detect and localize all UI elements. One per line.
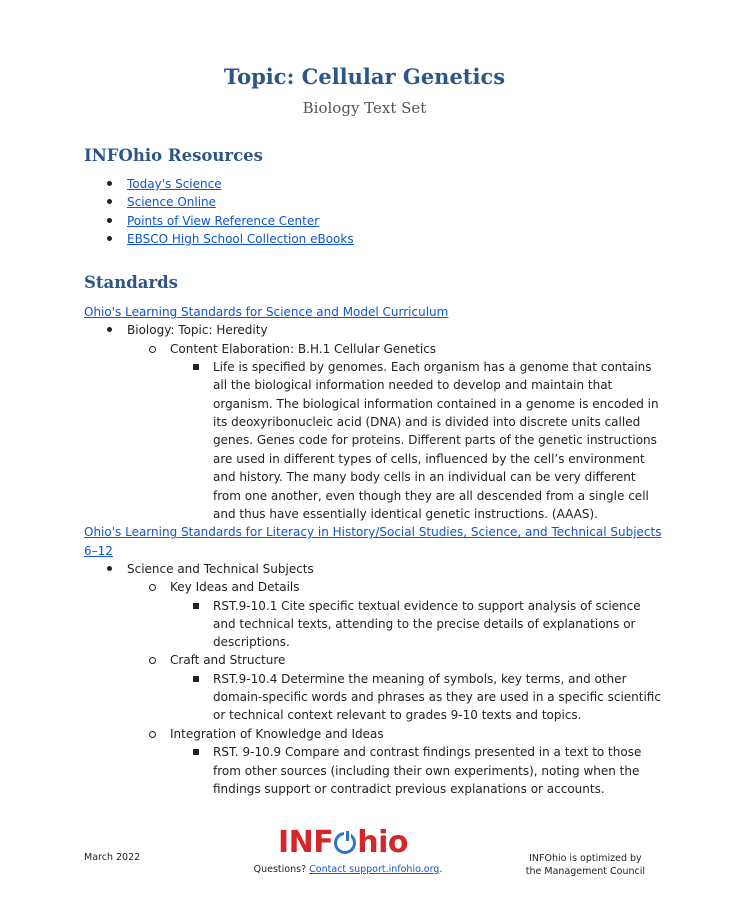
rst-4-line: RST.9-10.4 Determine the meaning of symbols, key terms, and other — [213, 672, 627, 686]
elaboration-line: from one another, even though they are all descended from a single cell — [213, 489, 649, 503]
credit-line-2: the Management Council — [525, 866, 645, 877]
resources-heading: INFOhio Resources — [84, 146, 263, 165]
bullet-icon — [107, 327, 112, 332]
science-technical-subjects: Science and Technical Subjects — [127, 562, 314, 576]
footer-date: March 2022 — [84, 852, 141, 863]
bullet-icon — [149, 731, 156, 738]
rst-1-line: RST.9-10.1 Cite specific textual evidence to support analysis of science — [213, 599, 641, 613]
rst-1-line: descriptions. — [213, 635, 290, 649]
bullet-icon — [107, 181, 112, 186]
elaboration-line: Life is specified by genomes. Each organism has a genome that contains — [213, 360, 652, 374]
rst-4-line: domain-specific words and phrases as they are used in a specific scientific — [213, 690, 661, 704]
bullet-icon — [107, 236, 112, 241]
standards-heading: Standards — [84, 273, 178, 292]
contact-support-link[interactable]: Contact support.infohio.org — [309, 864, 440, 875]
elaboration-line: all the biological information needed to develop and maintain that — [213, 378, 613, 392]
page-title: Topic: Cellular Genetics — [223, 64, 506, 89]
credit-line-1: INFOhio is optimized by — [529, 853, 642, 864]
elaboration-line: and history. The many body cells in an individual can be very different — [213, 470, 636, 484]
footer-credit — [526, 852, 645, 878]
science-standards-link[interactable]: Ohio's Learning Standards for Science and Model Curriculum — [84, 305, 449, 319]
logo-text-left: INF — [278, 825, 334, 860]
infohio-logo — [278, 826, 418, 860]
questions-suffix: . — [439, 864, 443, 875]
bullet-icon — [193, 364, 199, 370]
elaboration-line: organism. The biological information contained in a genome is encoded in — [213, 397, 659, 411]
elaboration-line: its deoxyribonucleic acid (DNA) and is divided into discrete units called — [213, 415, 641, 429]
questions-prefix: Questions? — [253, 864, 310, 875]
bullet-icon — [193, 603, 199, 609]
content-elaboration: Content Elaboration: B.H.1 Cellular Genetics — [170, 342, 437, 356]
elaboration-line: and thus have essentially identical genetic instructions. (AAAS). — [213, 507, 598, 521]
resource-link-science-online[interactable]: Science Online — [127, 195, 217, 209]
resource-link-points-of-view[interactable]: Points of View Reference Center — [127, 214, 320, 228]
rst-9-line: from other sources (including their own experiments), noting when the — [213, 764, 640, 778]
integration-heading: Integration of Knowledge and Ideas — [170, 727, 384, 741]
bullet-icon — [107, 566, 112, 571]
bullet-icon — [149, 346, 156, 353]
key-ideas-heading: Key Ideas and Details — [170, 580, 300, 594]
elaboration-line: genes. Genes code for proteins. Different parts of the genetic instructions — [213, 433, 657, 447]
bullet-icon — [107, 199, 112, 204]
rst-9-line: RST. 9-10.9 Compare and contrast findings presented in a text to those — [213, 745, 642, 759]
resource-link-todays-science[interactable]: Today's Science — [127, 177, 222, 191]
bullet-icon — [149, 584, 156, 591]
literacy-standards-link[interactable]: Ohio's Learning Standards for Literacy in History/Social Studies, Science, and Technical Subjects — [84, 525, 662, 539]
biology-topic: Biology: Topic: Heredity — [127, 323, 268, 337]
power-icon — [334, 832, 356, 854]
bullet-icon — [193, 749, 199, 755]
bullet-icon — [193, 676, 199, 682]
bullet-icon — [107, 218, 112, 223]
page-subtitle: Biology Text Set — [302, 99, 427, 117]
rst-9-line: findings support or contradict previous explanations or accounts. — [213, 782, 605, 796]
logo-text-right: hio — [357, 825, 409, 860]
literacy-standards-link-cont[interactable]: 6–12 — [84, 544, 113, 558]
rst-1-line: and technical texts, attending to the precise details of explanations or — [213, 617, 636, 631]
elaboration-line: are used in different types of cells, influenced by the cell’s environment — [213, 452, 645, 466]
bullet-icon — [149, 657, 156, 664]
craft-structure-heading: Craft and Structure — [170, 653, 286, 667]
resource-link-ebsco[interactable]: EBSCO High School Collection eBooks — [127, 232, 354, 246]
rst-4-line: or technical context relevant to grades 9-10 texts and topics. — [213, 708, 582, 722]
